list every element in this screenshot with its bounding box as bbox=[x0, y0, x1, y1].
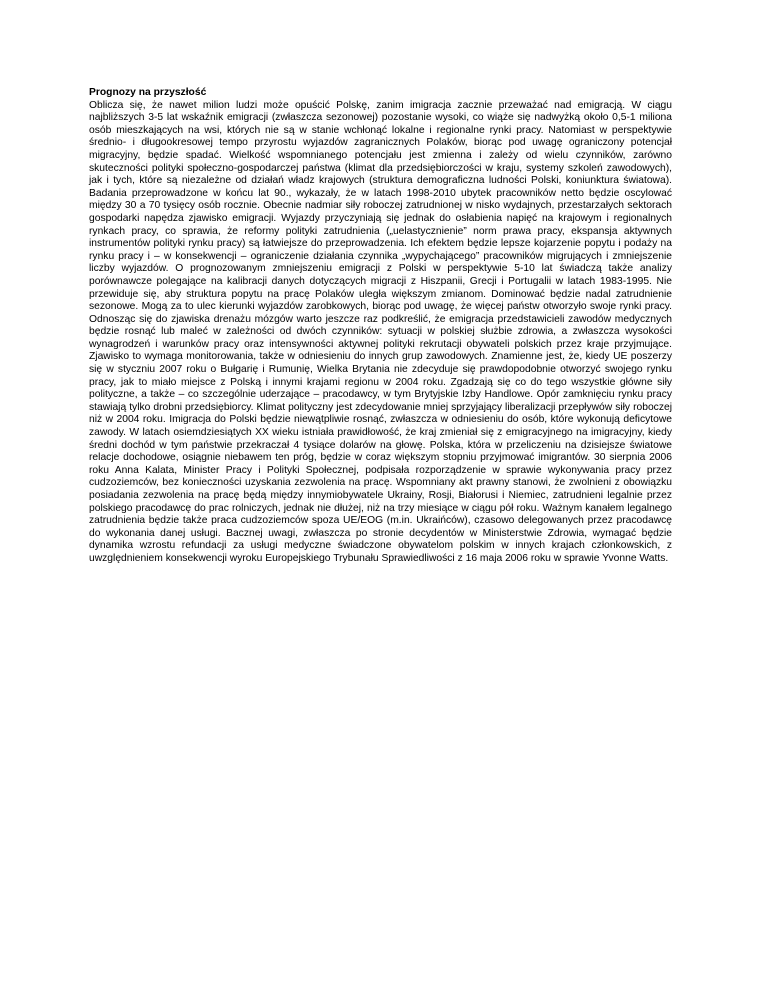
body-paragraph: Oblicza się, że nawet milion ludzi może opuścić Polskę, zanim imigracja zacznie przeważać nad emigracją. W ciągu najbliższych 3-5 lat wskaźnik emigracji (zwłaszcza sezonowej) pozostanie wysoki, co wiąże się nadwyżką około 0,5-1 miliona osób mieszkających na wsi, których nie są w stanie wchłonąć lokalne i regionalne rynki pracy. Natomiast w perspektywie średnio- i długookresowej tempo przyrostu wyjazdów zagranicznych Polaków, biorąc pod uwagę ograniczony potencjał migracyjny, będzie spadać. Wielkość wspomnianego potencjału jest zmienna i zależy od wielu czynników, zarówno skuteczności polityki społeczno-gospodarczej państwa (klimat dla przedsiębiorczości w kraju, systemy szkoleń zawodowych), jak i tych, które są niezależne od działań władz krajowych (struktura demograficzna ludności Polski, koniunktura światowa). Badania przeprowadzone w końcu lat 90., wykazały, że w latach 1998-2010 ubytek pracowników netto będzie oscylować między 30 a 70 tysięcy osób rocznie. Obecnie nadmiar siły roboczej zatrudnionej w nisko wydajnych, przestarzałych sektorach gospodarki napędza zjawisko emigracji. Wyjazdy przyczyniają się jednak do osłabienia napięć na krajowym i regionalnych rynkach pracy, co sprawia, że reformy polityki zatrudnienia („uelastycznienie” norm prawa pracy, ekspansja aktywnych instrumentów polityki rynku pracy) są łatwiejsze do przeprowadzenia. Ich efektem będzie lepsze kojarzenie popytu i podaży na rynku pracy i – w konsekwencji – ograniczenie działania czynnika „wypychającego” pracowników migrujących i zmniejszenie liczby wyjazdów. O prognozowanym zmniejszeniu emigracji z Polski w perspektywie 5-10 lat świadczą także analizy porównawcze polegające na kalibracji danych dotyczących migracji z Hiszpanii, Grecji i Portugalii w latach 1983-1995. Nie przewiduje się, aby struktura popytu na pracę Polaków uległa większym zmianom. Dominować będzie nadal zatrudnienie sezonowe. Mogą za to ulec kierunki wyjazdów zarobkowych, biorąc pod uwagę, że więcej państw otworzyło swoje rynki pracy. Odnosząc się do zjawiska drenażu mózgów warto jeszcze raz podkreślić, że emigracja przedstawicieli zawodów medycznych będzie rosnąć lub maleć w zależności od dwóch czynników: sytuacji w polskiej służbie zdrowia, a zwłaszcza wysokości wynagrodzeń i warunków pracy oraz intensywności aktywnej polityki rekrutacji obywateli polskich przez kraje przyjmujące. Zjawisko to wymaga monitorowania, także w odniesieniu do innych grup zawodowych. Znamienne jest, że, kiedy UE poszerzy się w styczniu 2007 roku o Bułgarię i Rumunię, Wielka Brytania nie zdecyduje się prawdopodobnie otworzyć swojego rynku pracy, jak to miało miejsce z Polską i innymi krajami regionu w 2004 roku. Zgadzają się co do tego wszystkie główne siły polityczne, a także – co szczególnie uderzające – pracodawcy, w tym Brytyjskie Izby Handlowe. Opór zamknięciu rynku pracy stawiają tylko drobni przedsiębiorcy. Klimat polityczny jest zdecydowanie mniej sprzyjający liberalizacji przepływów siły roboczej niż w 2004 roku. Imigracja do Polski będzie niewątpliwie rosnąć, zwłaszcza w odniesieniu do osób, które wykonują deficytowe zawody. W latach osiemdziesiątych XX wieku istniała prawidłowość, że kraj zmieniał się z emigracyjnego na imigracyjny, kiedy średni dochód w tym państwie przekraczał 4 tysiące dolarów na głowę. Polska, która w przeliczeniu na dzisiejsze światowe relacje dochodowe, osiągnie niebawem ten próg, będzie w coraz większym stopniu przyjmować imigrantów. 30 sierpnia 2006 roku Anna Kalata, Minister Pracy i Polityki Społecznej, podpisała rozporządzenie w sprawie wykonywania pracy przez cudzoziemców, bez konieczności uzyskania zezwolenia na pracę. Wspomniany akt prawny stanowi, że zwolnieni z obowiązku posiadania zezwolenia na pracę będą między innymiobywatele Ukrainy, Rosji, Białorusi i Niemiec, zatrudnieni legalnie przez polskiego pracodawcę do prac rolniczych, jednak nie dłużej, niż na trzy miesiące w ciągu pół roku. Ważnym kanałem legalnego zatrudnienia będzie także praca cudzoziemców spoza UE/EOG (m.in. Ukraińców), czasowo delegowanych przez pracodawcę do wykonania danej usługi. Bacznej uwagi, zwłaszcza po stronie decydentów w Ministerstwie Zdrowia, wymagać będzie dynamika wzrostu refundacji za usługi medyczne świadczone obywatelom polskim w innych krajach członkowskich, z uwzględnieniem konsekwencji wyroku Europejskiego Trybunału Sprawiedliwości z 16 maja 2006 roku w sprawie Yvonne Watts. bbox=[89, 99, 672, 564]
section-heading: Prognozy na przyszłość bbox=[89, 87, 207, 98]
document-content bbox=[89, 87, 672, 566]
